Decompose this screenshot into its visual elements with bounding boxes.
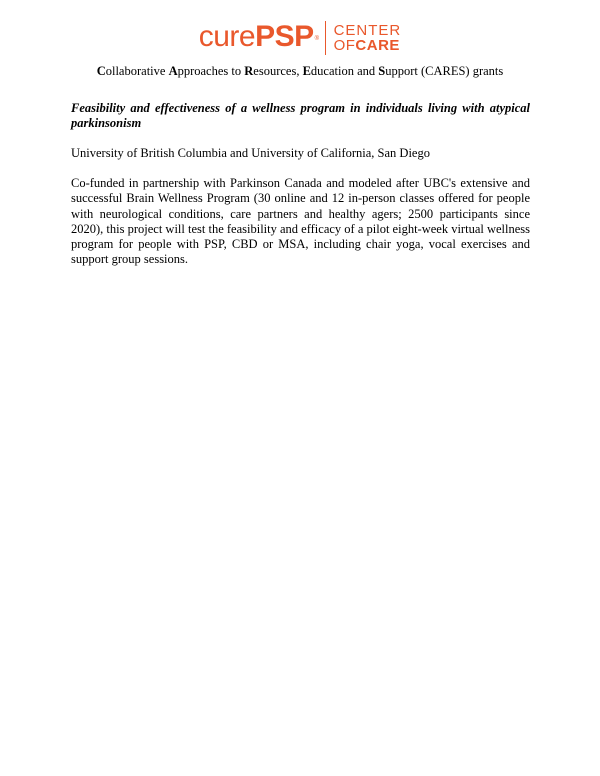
curepsp-wordmark bbox=[199, 22, 319, 54]
logo-lockup bbox=[199, 21, 401, 55]
subtitle-part-2: pproaches to bbox=[177, 64, 245, 78]
subtitle-initial-c: C bbox=[96, 64, 106, 78]
subtitle-part-4: ducation and bbox=[310, 64, 379, 78]
logo-of-care-line bbox=[334, 38, 402, 53]
project-institution: University of British Columbia and University of California, San Diego bbox=[71, 146, 430, 160]
logo-registered-mark: ® bbox=[314, 36, 319, 42]
logo-care-text: CARE bbox=[355, 37, 400, 54]
project-title: Feasibility and effectiveness of a wellness program in individuals living with atypical parkinsonism bbox=[71, 101, 530, 130]
subtitle-initial-a: A bbox=[168, 64, 178, 78]
logo-of-text: OF bbox=[333, 37, 356, 54]
logo-divider bbox=[325, 21, 326, 55]
subtitle-initial-r: R bbox=[244, 64, 254, 78]
project-description: Co-funded in partnership with Parkinson Canada and modeled after UBC's extensive and successful Brain Wellness Program (30 online and 12 in-person classes offered for people with neurological conditions, care partners and healthy agers; 2500 participants since 2020), this project will test the feasibility and efficacy of a pilot eight-week virtual wellness program for people with PSP, CBD or MSA, including chair yoga, vocal exercises and support group sessions. bbox=[71, 176, 531, 267]
center-of-care-wordmark bbox=[334, 23, 402, 53]
curepsp-center-of-care-logo bbox=[0, 16, 600, 60]
subtitle-part-5: upport (CARES) grants bbox=[385, 64, 504, 78]
subtitle-part-1: ollaborative bbox=[105, 64, 169, 78]
grant-program-subtitle bbox=[0, 64, 600, 79]
logo-center-text: CENTER bbox=[333, 22, 402, 39]
logo-cure-text: cure bbox=[198, 20, 256, 53]
logo-psp-text: PSP bbox=[255, 20, 314, 53]
subtitle-part-3: esources, bbox=[253, 64, 303, 78]
subtitle-initial-e: E bbox=[302, 64, 311, 78]
subtitle-initial-s: S bbox=[378, 64, 386, 78]
